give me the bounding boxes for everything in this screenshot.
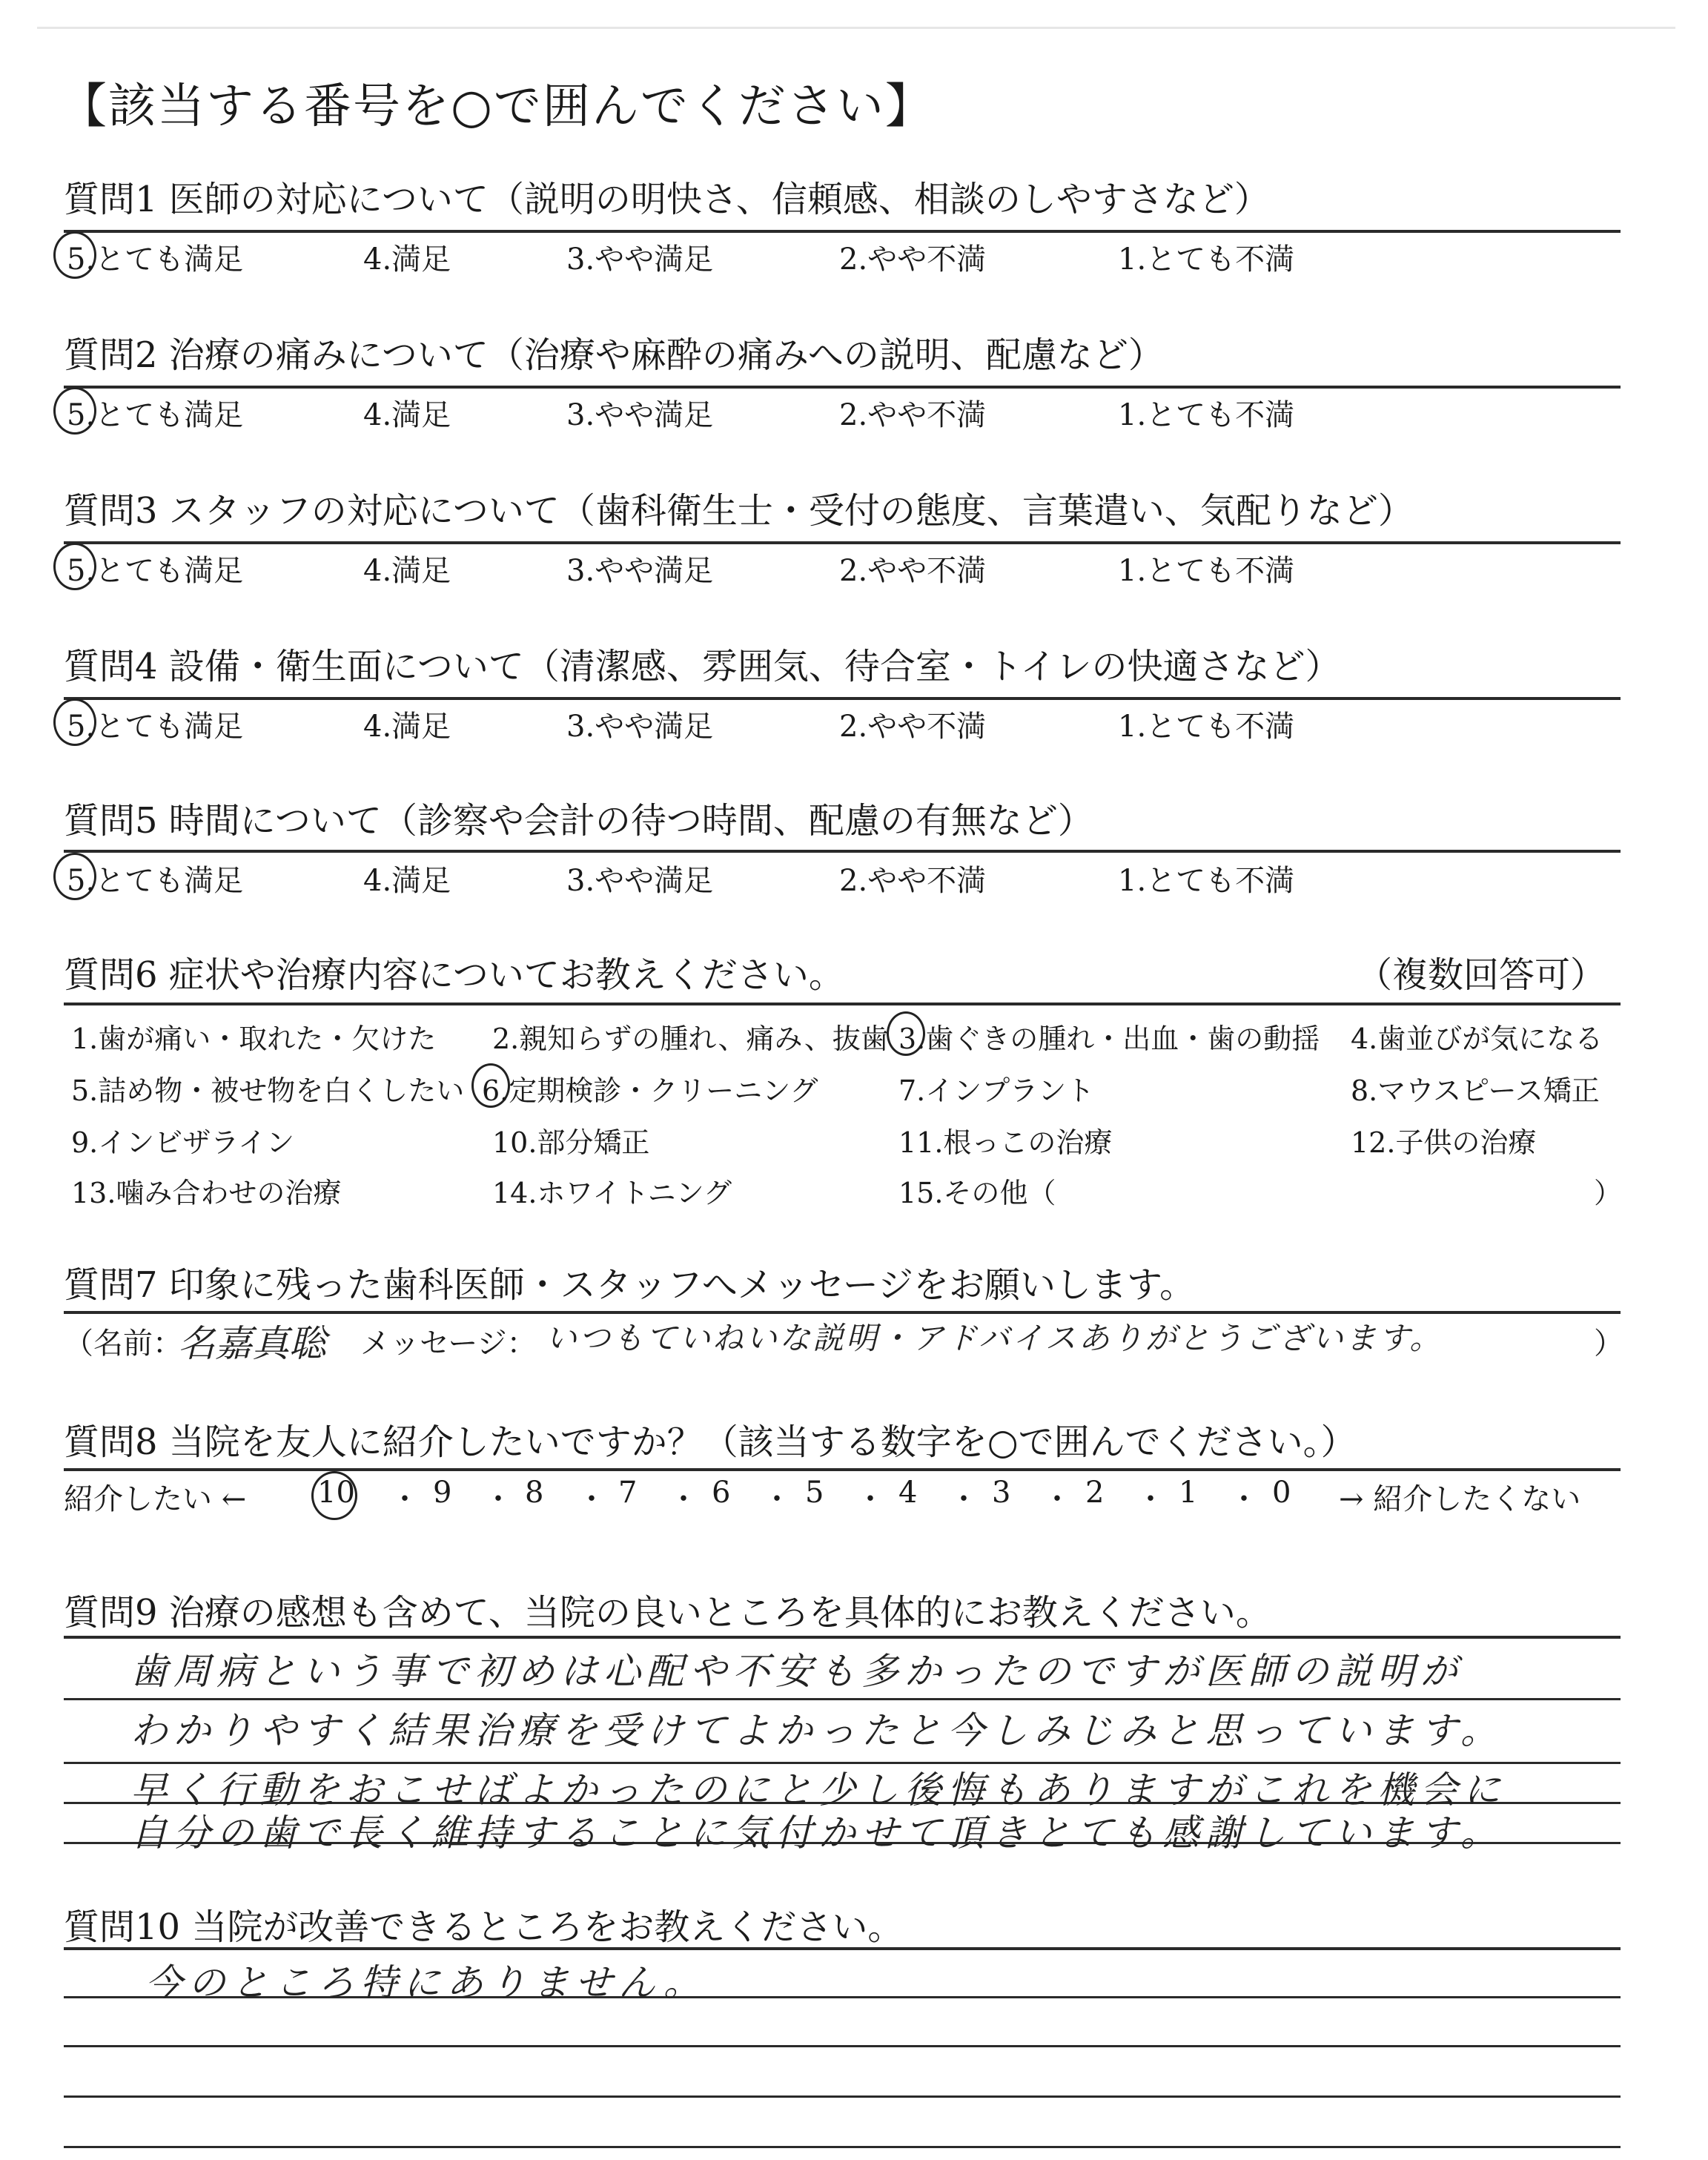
- question-3-title: 質問3 スタッフの対応について（歯科衛生士・受付の態度、言葉遣い、気配りなど）: [64, 490, 1414, 532]
- question-9-rule: [64, 1636, 1621, 1639]
- question-4-title: 質問4 設備・衛生面について（清潔感、雰囲気、待合室・トイレの快適さなど）: [64, 646, 1341, 687]
- q6-option-3[interactable]: 3.歯ぐきの腫れ・出血・歯の動揺: [898, 1023, 1320, 1055]
- q10-answer-handwritten[interactable]: 今のところ特にありません。: [145, 1961, 706, 2004]
- question-10-rule: [64, 1947, 1621, 1950]
- option-1[interactable]: 1.とても不満: [1118, 398, 1295, 432]
- scale-dot: ・: [1229, 1482, 1259, 1516]
- question-1-rule: [64, 230, 1621, 233]
- scale-dot: ・: [483, 1482, 513, 1516]
- question-5-rule: [64, 850, 1621, 853]
- q7-close-paren: ）: [1594, 1327, 1623, 1361]
- option-2[interactable]: 2.やや不満: [839, 242, 987, 277]
- scale-8[interactable]: 8: [525, 1476, 544, 1510]
- option-2[interactable]: 2.やや不満: [839, 710, 987, 744]
- option-3[interactable]: 3.やや満足: [566, 398, 714, 432]
- scale-3[interactable]: 3: [992, 1476, 1011, 1510]
- option-4[interactable]: 4.満足: [363, 864, 451, 898]
- q6-option-14[interactable]: 14.ホワイトニング: [492, 1177, 732, 1209]
- option-2[interactable]: 2.やや不満: [839, 554, 987, 588]
- option-4[interactable]: 4.満足: [363, 710, 451, 744]
- option-3[interactable]: 3.やや満足: [566, 710, 714, 744]
- q9-answer-line-2: わかりやすく結果治療を受けてよかったと今しみじみと思っています。: [130, 1709, 1503, 1752]
- question-1-title: 質問1 医師の対応について（説明の明快さ、信頼感、相談のしやすさなど）: [64, 179, 1270, 220]
- q6-option-11[interactable]: 11.根っこの治療: [898, 1126, 1113, 1159]
- q6-option-8[interactable]: 8.マウスピース矯正: [1351, 1074, 1600, 1107]
- option-5[interactable]: 5.とても満足: [67, 398, 244, 432]
- answer-line: [64, 2095, 1621, 2098]
- question-6-rule: [64, 1003, 1621, 1005]
- q6-option-7[interactable]: 7.インプラント: [898, 1074, 1095, 1107]
- option-1[interactable]: 1.とても不満: [1118, 864, 1295, 898]
- q6-option-15[interactable]: 15.その他（: [898, 1177, 1056, 1209]
- scale-dot: ・: [1042, 1482, 1072, 1516]
- question-2-title: 質問2 治療の痛みについて（治療や麻酔の痛みへの説明、配慮など）: [64, 334, 1164, 376]
- option-3[interactable]: 3.やや満足: [566, 864, 714, 898]
- q9-answer-line-4: 自分の歯で長く維持することに気付かせて頂きとても感謝しています。: [130, 1811, 1503, 1855]
- q6-option-10[interactable]: 10.部分矯正: [492, 1126, 650, 1159]
- q7-name-handwritten[interactable]: 名嘉真聡: [178, 1322, 326, 1365]
- option-5[interactable]: 5.とても満足: [67, 710, 244, 744]
- q6-option-1[interactable]: 1.歯が痛い・取れた・欠けた: [71, 1023, 437, 1055]
- question-6-note: （複数回答可）: [1357, 954, 1606, 996]
- form-header: 【該当する番号を○で囲んでください】: [59, 79, 934, 134]
- q9-answer-line-3: 早く行動をおこせばよかったのにと少し後悔もありますがこれを機会に: [130, 1768, 1506, 1811]
- question-7-title: 質問7 印象に残った歯科医師・スタッフへメッセージをお願いします。: [64, 1264, 1196, 1306]
- question-2-rule: [64, 386, 1621, 389]
- q7-message-handwritten[interactable]: いつもていねいな説明・アドバイスありがとうございます。: [546, 1320, 1443, 1356]
- question-8-rule: [64, 1468, 1621, 1471]
- q6-option-5[interactable]: 5.詰め物・被せ物を白くしたい: [71, 1074, 465, 1107]
- scale-2[interactable]: 2: [1085, 1476, 1105, 1510]
- question-9-title: 質問9 治療の感想も含めて、当院の良いところを具体的にお教えください。: [64, 1592, 1271, 1634]
- q8-left-label: 紹介したい ←: [64, 1482, 247, 1516]
- q6-option-2[interactable]: 2.親知らずの腫れ、痛み、抜歯: [492, 1023, 889, 1055]
- q8-right-label: → 紹介したくない: [1339, 1482, 1581, 1516]
- q6-other-close: ）: [1594, 1177, 1623, 1209]
- scale-0[interactable]: 0: [1272, 1476, 1291, 1510]
- option-2[interactable]: 2.やや不満: [839, 398, 987, 432]
- option-1[interactable]: 1.とても不満: [1118, 710, 1295, 744]
- scale-7[interactable]: 7: [618, 1476, 638, 1510]
- option-5[interactable]: 5.とても満足: [67, 242, 244, 277]
- question-6-title: 質問6 症状や治療内容についてお教えください。: [64, 954, 844, 996]
- question-3-rule: [64, 541, 1621, 544]
- option-1[interactable]: 1.とても不満: [1118, 554, 1295, 588]
- answer-line: [64, 2045, 1621, 2047]
- q6-option-13[interactable]: 13.噛み合わせの治療: [71, 1177, 342, 1209]
- question-8-title: 質問8 当院を友人に紹介したいですか？（該当する数字を○で囲んでください。）: [64, 1421, 1357, 1463]
- scale-dot: ・: [390, 1482, 420, 1516]
- option-5[interactable]: 5.とても満足: [67, 864, 244, 898]
- scale-4[interactable]: 4: [898, 1476, 918, 1510]
- scale-10[interactable]: 10: [317, 1476, 355, 1510]
- question-4-rule: [64, 697, 1621, 700]
- option-5[interactable]: 5.とても満足: [67, 554, 244, 588]
- answer-line: [64, 2146, 1621, 2148]
- q6-option-9[interactable]: 9.インビザライン: [71, 1126, 295, 1159]
- scale-6[interactable]: 6: [712, 1476, 731, 1510]
- option-1[interactable]: 1.とても不満: [1118, 242, 1295, 277]
- q7-name-label: （名前：: [64, 1327, 182, 1361]
- answer-line: [64, 1698, 1621, 1700]
- scale-dot: ・: [855, 1482, 885, 1516]
- scale-dot: ・: [577, 1482, 606, 1516]
- q6-option-6[interactable]: 6.定期検診・クリーニング: [482, 1074, 818, 1107]
- option-4[interactable]: 4.満足: [363, 554, 451, 588]
- option-4[interactable]: 4.満足: [363, 242, 451, 277]
- q6-option-4[interactable]: 4.歯並びが気になる: [1351, 1023, 1603, 1055]
- scale-dot: ・: [762, 1482, 792, 1516]
- scale-dot: ・: [669, 1482, 698, 1516]
- scale-1[interactable]: 1: [1179, 1476, 1198, 1510]
- question-10-title: 質問10 当院が改善できるところをお教えください。: [64, 1906, 904, 1948]
- option-4[interactable]: 4.満足: [363, 398, 451, 432]
- scale-9[interactable]: 9: [433, 1476, 452, 1510]
- q9-answer-line-1: 歯周病という事で初めは心配や不安も多かったのですが医師の説明が: [130, 1650, 1463, 1693]
- option-3[interactable]: 3.やや満足: [566, 242, 714, 277]
- option-2[interactable]: 2.やや不満: [839, 864, 987, 898]
- scale-dot: ・: [949, 1482, 979, 1516]
- scale-5[interactable]: 5: [805, 1476, 824, 1510]
- q6-option-12[interactable]: 12.子供の治療: [1351, 1126, 1537, 1159]
- question-5-title: 質問5 時間について（診察や会計の待つ時間、配慮の有無など）: [64, 800, 1093, 842]
- scale-dot: ・: [1136, 1482, 1165, 1516]
- top-border: [37, 27, 1675, 29]
- option-3[interactable]: 3.やや満足: [566, 554, 714, 588]
- q7-message-label: メッセージ：: [360, 1327, 537, 1361]
